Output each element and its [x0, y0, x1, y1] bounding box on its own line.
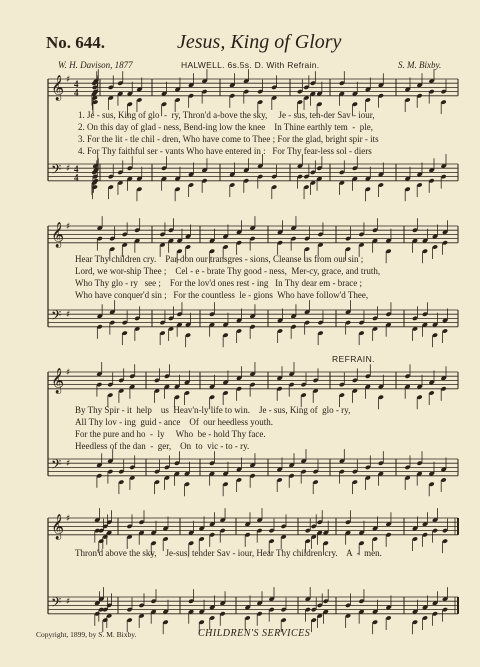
lyric-line: Hear Thy children cry. Par-don our transgres - sions, Cleanse us from our sin ;	[75, 254, 364, 264]
lyric-line: Thron'd above the sky, Je-sus, tender Sav - iour, Hear Thy children cry. A - men.	[75, 548, 382, 558]
bass-clef-icon: 𝄢	[51, 161, 62, 181]
lyric-line: 4. For Thy faithful ser - vants Who have entered in : For Thy fear-less sol - diers	[78, 146, 372, 156]
sharp-icon: ♯	[66, 310, 71, 320]
section-heading: CHILDREN'S SERVICES	[198, 628, 311, 639]
hymn-title: Jesus, King of Glory	[177, 31, 342, 53]
sharp-icon: ♯	[66, 597, 71, 607]
treble-clef-icon: 𝄞	[51, 75, 65, 101]
refrain-label: REFRAIN.	[332, 354, 375, 364]
sharp-icon: ♯	[66, 368, 71, 378]
words-credit: W. H. Davison, 1877	[58, 60, 133, 70]
sharp-icon: ♯	[66, 514, 71, 524]
lyric-line: 2. On this day of glad - ness, Bend-ing low the knee In Thine earthly tem - ple,	[78, 122, 374, 132]
time-signature: 4	[74, 87, 79, 98]
sharp-icon: ♯	[66, 164, 71, 174]
lyric-line: By Thy Spir - it help us Heav'n-ly life to win. Je - sus, King of glo - ry,	[75, 405, 351, 415]
lyric-line: 3. For the lit - tle chil - dren, Who have come to Thee ; For the glad, bright spir - its	[78, 134, 379, 144]
tune-name: HALWELL. 6s.5s. D. With Refrain.	[181, 60, 320, 70]
time-signature: 4	[74, 172, 79, 183]
treble-clef-icon: 𝄞	[51, 368, 65, 394]
time-signature: 4	[74, 164, 79, 174]
lyric-line: Heedless of the dan - ger, On to vic - to - ry.	[75, 441, 250, 451]
treble-clef-icon: 𝄞	[51, 222, 65, 248]
sharp-icon: ♯	[66, 75, 71, 85]
hymn-number: No. 644.	[46, 33, 106, 52]
music-credit: S. M. Bixby.	[398, 60, 442, 70]
bass-clef-icon: 𝄢	[51, 456, 62, 476]
lyric-line: For the pure and ho - ly Who be - hold Thy face.	[75, 429, 266, 439]
lyric-line: Lord, we wor-ship Thee ; Cel - e - brate Thy good - ness, Mer-cy, grace, and truth,	[75, 266, 381, 276]
lyric-line: 1. Je - sus, King of glo - ry, Thron'd a-bove the sky, Je - sus, ten-der Sav - iour,	[78, 110, 375, 120]
sharp-icon: ♯	[66, 222, 71, 232]
copyright-note: Copyright, 1899, by S. M. Bixby.	[36, 630, 137, 639]
lyric-line: Who Thy glo - ry see ; For the lov'd ones rest - ing In Thy dear em - brace ;	[75, 278, 362, 288]
time-signature: 4	[74, 79, 79, 89]
treble-clef-icon: 𝄞	[51, 514, 65, 540]
bass-clef-icon: 𝄢	[51, 594, 62, 614]
lyric-line: All Thy lov - ing guid - ance Of our heedless youth.	[75, 417, 274, 427]
lyric-line: Who have conquer'd sin ; For the countless le - gions Who have follow'd Thee,	[75, 290, 369, 300]
bass-clef-icon: 𝄢	[51, 307, 62, 327]
sharp-icon: ♯	[66, 459, 71, 469]
